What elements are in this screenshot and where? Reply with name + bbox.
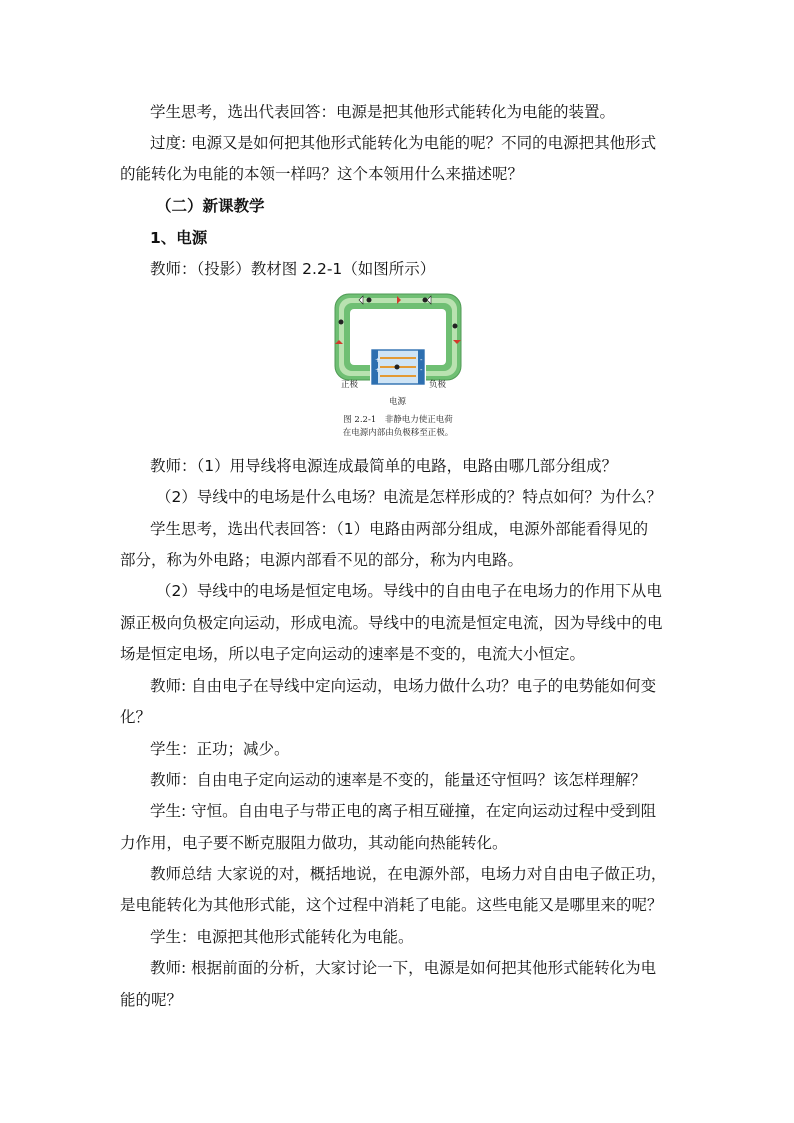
paragraph: 过度: 电源又是如何把其他形式能转化为电能的呢？不同的电源把其他形式 (150, 134, 657, 152)
paragraph: 学生：电源把其他形式能转化为电能。 (150, 928, 414, 946)
circuit-diagram (333, 292, 463, 392)
paragraph: 部分，称为外电路；电源内部看不见的部分，称为内电路。 (120, 551, 524, 569)
paragraph: 是电能转化为其他形式能，这个过程中消耗了电能。这些电能又是哪里来的呢？ (120, 896, 663, 914)
paragraph: 教师：（1）用导线将电源连成最简单的电路，电路由哪几部分组成？ (150, 457, 618, 475)
paragraph: 化？ (120, 708, 152, 726)
paragraph: 教师：自由电子定向运动的速率是不变的，能量还守恒吗？该怎样理解？ (150, 771, 647, 789)
paragraph: 的能转化为电能的本领一样吗？这个本领用什么来描述呢？ (120, 165, 524, 183)
plus-sign: + (375, 367, 381, 374)
power-source-label: 电源 (389, 397, 407, 407)
charge-dot (453, 324, 458, 329)
paragraph: 教师总结 大家说的对，概括地说，在电源外部，电场力对自由电子做正功， (150, 865, 667, 883)
paragraph: 学生：正功；减少。 (150, 740, 290, 758)
paragraph: 源正极向负极定向运动，形成电流。导线中的电流是恒定电流，因为导线中的电 (120, 614, 663, 632)
textbook-figure (333, 292, 463, 452)
paragraph: 力作用，电子要不断克服阻力做功，其动能向热能转化。 (120, 834, 508, 852)
subsection-heading: 1、电源 (150, 229, 208, 247)
paragraph: 学生思考，选出代表回答：电源是把其他形式能转化为电能的装置。 (150, 103, 616, 121)
paragraph: 教师: 根据前面的分析，大家讨论一下，电源是如何把其他形式能转化为电 (150, 959, 657, 977)
paragraph: 教师: 自由电子在导线中定向运动，电场力做什么功？电子的电势能如何变 (150, 677, 657, 695)
paragraph: 学生: 守恒。自由电子与带正电的离子相互碰撞，在定向运动过程中受到阻 (150, 802, 657, 820)
minus-sign: - (420, 356, 423, 364)
paragraph: 场是恒定电场，所以电子定向运动的速率是不变的，电流大小恒定。 (120, 645, 586, 663)
positive-terminal-label: 正极 (341, 380, 359, 390)
minus-sign: - (420, 366, 423, 374)
section-heading: （二）新课教学 (156, 197, 265, 215)
paragraph: 学生思考，选出代表回答：（1）电路由两部分组成，电源外部能看得见的 (150, 520, 649, 538)
paragraph: （2）导线中的电场是恒定电场。导线中的自由电子在电场力的作用下从电 (156, 582, 662, 600)
figure-caption-line1: 图 2.2-1 非静电力使正电荷 (343, 415, 453, 425)
figure-caption-line2: 在电源内部由负极移至正极。 (342, 428, 454, 438)
paragraph: 教师：（投影）教材图 2.2-1（如图所示） (150, 260, 436, 278)
plus-sign: + (375, 357, 381, 364)
charge-dot (395, 365, 400, 370)
paragraph: 能的呢？ (120, 991, 183, 1009)
charge-dot (367, 298, 372, 303)
charge-dot (339, 320, 344, 325)
negative-terminal-label: 负极 (429, 380, 447, 390)
paragraph: （2）导线中的电场是什么电场？电流是怎样形成的？特点如何？为什么？ (156, 488, 662, 506)
